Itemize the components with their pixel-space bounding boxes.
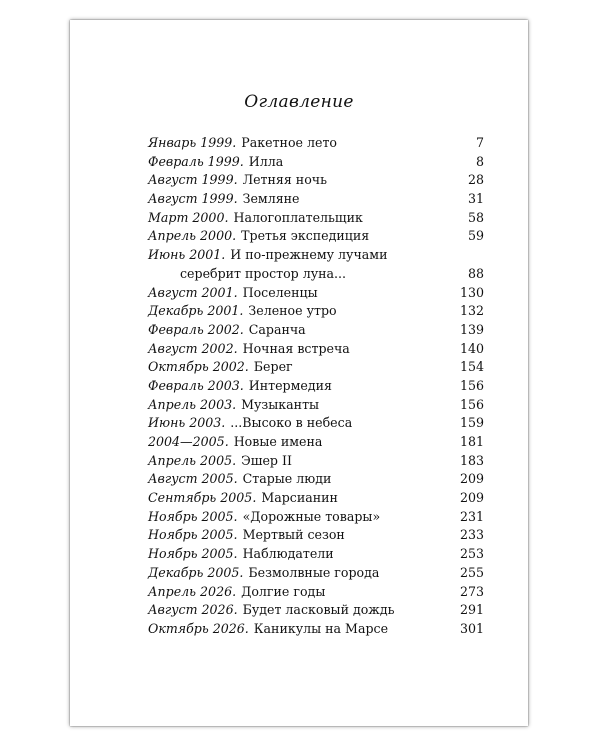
toc-entry-date: Апрель 2026. [148, 583, 237, 599]
toc-entry [148, 509, 484, 528]
toc-entry-title: Зеленое утро [248, 303, 337, 319]
toc-entry [148, 602, 484, 621]
toc-entry-date: Декабрь 2001. [148, 303, 244, 319]
toc-entry-page: 231 [459, 508, 484, 524]
toc-entry-date: Апрель 2003. [148, 396, 237, 412]
toc-entry [148, 191, 484, 210]
toc-entry-title: Долгие годы [241, 583, 326, 599]
toc-entry-date: Октябрь 2002. [148, 359, 249, 375]
toc-entry [148, 322, 484, 341]
toc-entry [148, 415, 484, 434]
toc-entry [148, 359, 484, 378]
toc-entry-title: Илла [248, 153, 284, 169]
toc-entry-title-continued: серебрит простор луна... [180, 265, 347, 281]
table-of-contents [148, 135, 484, 640]
toc-entry [148, 397, 484, 416]
toc-entry-title: Новые имена [233, 434, 323, 449]
toc-entry [148, 546, 484, 565]
toc-entry-title: Поселенцы [242, 284, 318, 300]
toc-entry-title: Музыканты [241, 396, 320, 412]
toc-entry-page: 273 [459, 583, 484, 599]
toc-entry-page: 8 [475, 153, 484, 169]
toc-entry [148, 378, 484, 397]
toc-entry-date: Декабрь 2005. [148, 564, 244, 580]
toc-entry-date: Февраль 1999. [148, 153, 244, 169]
toc-entry-title: Земляне [242, 191, 300, 207]
toc-entry [148, 285, 484, 304]
toc-entry [148, 154, 484, 173]
toc-entry [148, 210, 484, 229]
toc-entry-title: «Дорожные товары» [242, 508, 381, 524]
toc-entry-page: 58 [467, 209, 484, 225]
toc-entry [148, 341, 484, 360]
toc-entry-page: 181 [459, 434, 484, 449]
toc-entry-page: 183 [459, 452, 484, 468]
toc-entry-page: 130 [459, 284, 484, 300]
toc-entry-page: 209 [459, 471, 484, 487]
toc-entry [148, 490, 484, 509]
toc-entry-title: Старые люди [242, 471, 332, 487]
toc-entry-date: Ноябрь 2005. [148, 508, 238, 524]
toc-entry-title: Безмолвные города [248, 564, 380, 580]
toc-entry-continuation [148, 266, 484, 285]
toc-entry-page: 7 [475, 135, 484, 150]
toc-entry [148, 434, 484, 453]
toc-entry-page: 209 [459, 490, 484, 506]
toc-entry-page: 159 [459, 415, 484, 431]
toc-entry-page: 31 [467, 191, 484, 207]
book-page [70, 20, 528, 726]
toc-entry-date: Ноябрь 2005. [148, 546, 238, 562]
toc-entry-title: Будет ласковый дождь [242, 602, 395, 618]
toc-entry-title: Марсианин [261, 490, 338, 506]
toc-entry-date: Апрель 2000. [148, 228, 237, 244]
toc-entry-title: Эшер II [241, 452, 292, 468]
toc-entry-title: Ночная встреча [242, 340, 350, 356]
toc-entry-page: 156 [459, 377, 484, 393]
toc-entry-date: Апрель 2005. [148, 452, 237, 468]
toc-entry [148, 228, 484, 247]
toc-entry [148, 584, 484, 603]
toc-entry [148, 247, 484, 266]
toc-entry-page: 255 [459, 564, 484, 580]
toc-entry-date: Июнь 2001. [148, 247, 226, 263]
toc-entry-date: Август 1999. [148, 172, 238, 188]
toc-entry-date: Сентябрь 2005. [148, 490, 257, 506]
toc-entry-page: 154 [459, 359, 484, 375]
toc-entry-date: Июнь 2003. [148, 415, 226, 431]
toc-entry-date: Август 2001. [148, 284, 238, 300]
toc-entry-title: Налогоплательщик [233, 209, 363, 225]
toc-entry-page: 139 [459, 321, 484, 337]
toc-entry-date: Август 2002. [148, 340, 238, 356]
toc-entry-page: 140 [459, 340, 484, 356]
toc-entry-page: 88 [467, 265, 484, 281]
toc-entry-date: Октябрь 2026. [148, 620, 249, 636]
toc-entry-title: Наблюдатели [242, 546, 334, 562]
toc-entry-date: 2004—2005. [148, 434, 229, 449]
toc-entry-page: 253 [459, 546, 484, 562]
toc-entry-page: 301 [459, 620, 484, 636]
toc-entry [148, 621, 484, 640]
toc-entry-date: Февраль 2002. [148, 321, 244, 337]
toc-entry-date: Март 2000. [148, 209, 229, 225]
toc-entry-title: Саранча [248, 321, 306, 337]
toc-entry-date: Август 1999. [148, 191, 238, 207]
toc-entry [148, 453, 484, 472]
page-title: Оглавление [244, 92, 354, 112]
toc-entry-page: 132 [459, 303, 484, 319]
toc-entry-title: Мертвый сезон [242, 527, 345, 543]
toc-entry-date: Август 2026. [148, 602, 238, 618]
toc-entry-page: 59 [467, 228, 484, 244]
toc-entry-page: 28 [467, 172, 484, 188]
toc-entry-date: Ноябрь 2005. [148, 527, 238, 543]
toc-entry-title: Летняя ночь [242, 172, 327, 188]
toc-entry-title: Интермедия [248, 377, 332, 393]
toc-entry-title: Третья экспедиция [241, 228, 370, 244]
toc-entry-date: Февраль 2003. [148, 377, 244, 393]
toc-entry [148, 303, 484, 322]
toc-entry-title: Берег [253, 359, 293, 375]
toc-entry-title: ...Высоко в небеса [230, 415, 353, 431]
toc-entry-date: Август 2005. [148, 471, 238, 487]
toc-entry-date: Январь 1999. [148, 135, 237, 150]
toc-entry-title: Каникулы на Марсе [253, 620, 389, 636]
toc-entry-page: 156 [459, 396, 484, 412]
toc-entry [148, 565, 484, 584]
toc-entry [148, 527, 484, 546]
toc-entry [148, 172, 484, 191]
toc-entry-title: И по-прежнему лучами [230, 247, 388, 263]
toc-entry-page: 291 [459, 602, 484, 618]
toc-entry-title: Ракетное лето [241, 135, 337, 150]
toc-entry [148, 135, 484, 154]
toc-entry [148, 471, 484, 490]
toc-entry-page: 233 [459, 527, 484, 543]
